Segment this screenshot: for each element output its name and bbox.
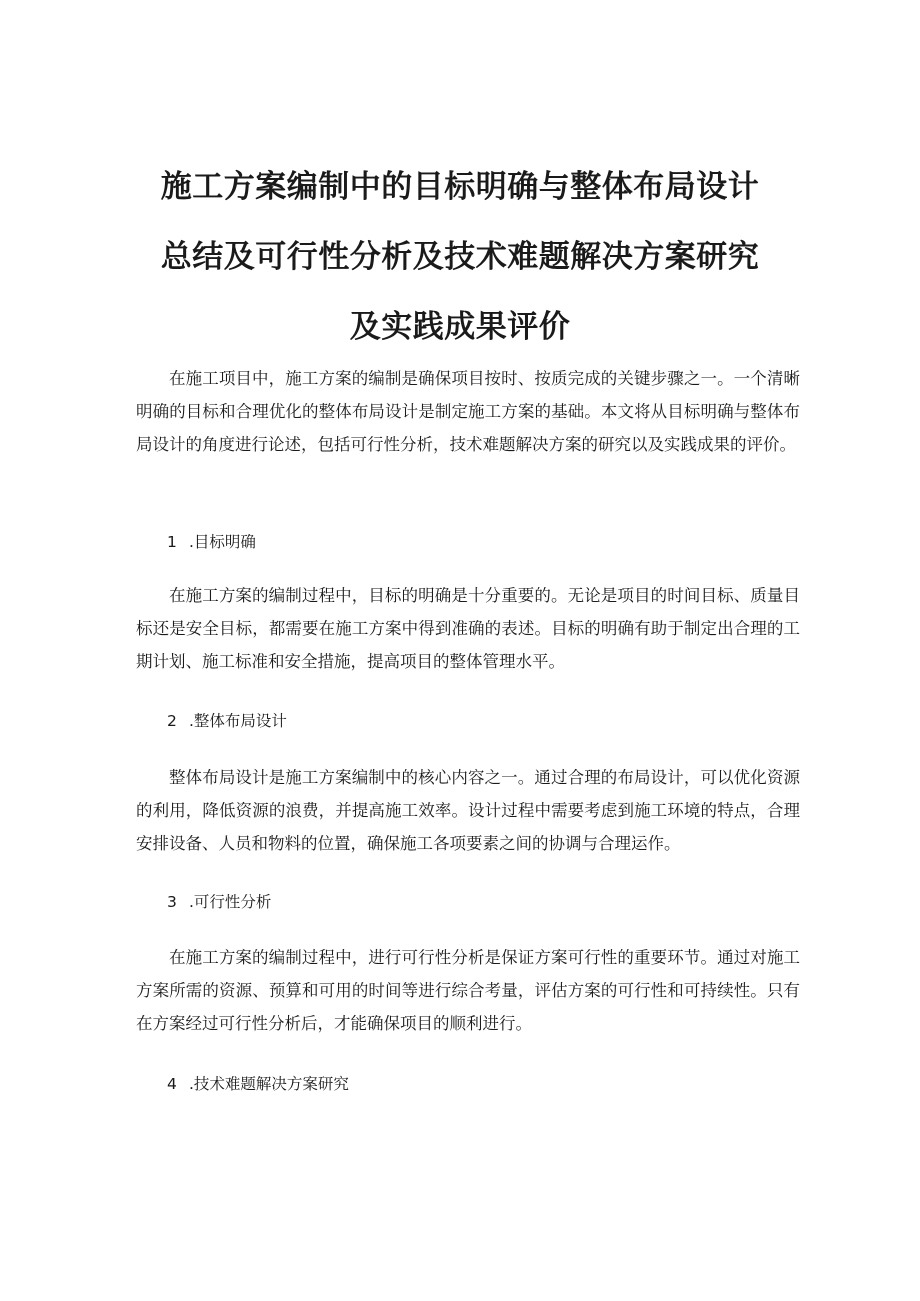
section-heading-4 bbox=[167, 1072, 349, 1096]
section-number: 3 bbox=[167, 893, 177, 911]
section-body-1: 在施工方案的编制过程中，目标的明确是十分重要的。无论是项目的时间目标、质量目标还是安全目标，都需要在施工方案中得到准确的表述。目标的明确有助于制定出合理的工期计划、施工标准和安全措施，提高项目的整体管理水平。 bbox=[136, 586, 800, 671]
section-heading-text: .可行性分析 bbox=[189, 893, 272, 911]
section-heading-text: .技术难题解决方案研究 bbox=[189, 1075, 349, 1093]
section-body-2: 整体布局设计是施工方案编制中的核心内容之一。通过合理的布局设计，可以优化资源的利用，降低资源的浪费，并提高施工效率。设计过程中需要考虑到施工环境的特点，合理安排设备、人员和物料的位置，确保施工各项要素之间的协调与合理运作。 bbox=[136, 768, 800, 853]
title-line-2: 总结及可行性分析及技术难题解决方案研究 bbox=[160, 239, 760, 275]
title-line-3: 及实践成果评价 bbox=[349, 309, 571, 345]
section-heading-text: .目标明确 bbox=[189, 533, 256, 551]
document-title bbox=[110, 152, 810, 362]
section-heading-3 bbox=[167, 890, 271, 914]
section-number: 2 bbox=[167, 712, 177, 730]
section-number: 4 bbox=[167, 1075, 177, 1093]
intro-paragraph: 在施工项目中，施工方案的编制是确保项目按时、按质完成的关键步骤之一。一个清晰明确的目标和合理优化的整体布局设计是制定施工方案的基础。本文将从目标明确与整体布局设计的角度进行论述，包括可行性分析，技术难题解决方案的研究以及实践成果的评价。 bbox=[136, 369, 800, 454]
section-number: 1 bbox=[167, 533, 177, 551]
section-heading-text: .整体布局设计 bbox=[189, 712, 287, 730]
section-body-3: 在施工方案的编制过程中，进行可行性分析是保证方案可行性的重要环节。通过对施工方案所需的资源、预算和可用的时间等进行综合考量，评估方案的可行性和可持续性。只有在方案经过可行性分析后，才能确保项目的顺利进行。 bbox=[136, 948, 800, 1033]
section-heading-2 bbox=[167, 709, 287, 733]
section-heading-1 bbox=[167, 530, 256, 554]
title-line-1: 施工方案编制中的目标明确与整体布局设计 bbox=[160, 169, 760, 205]
